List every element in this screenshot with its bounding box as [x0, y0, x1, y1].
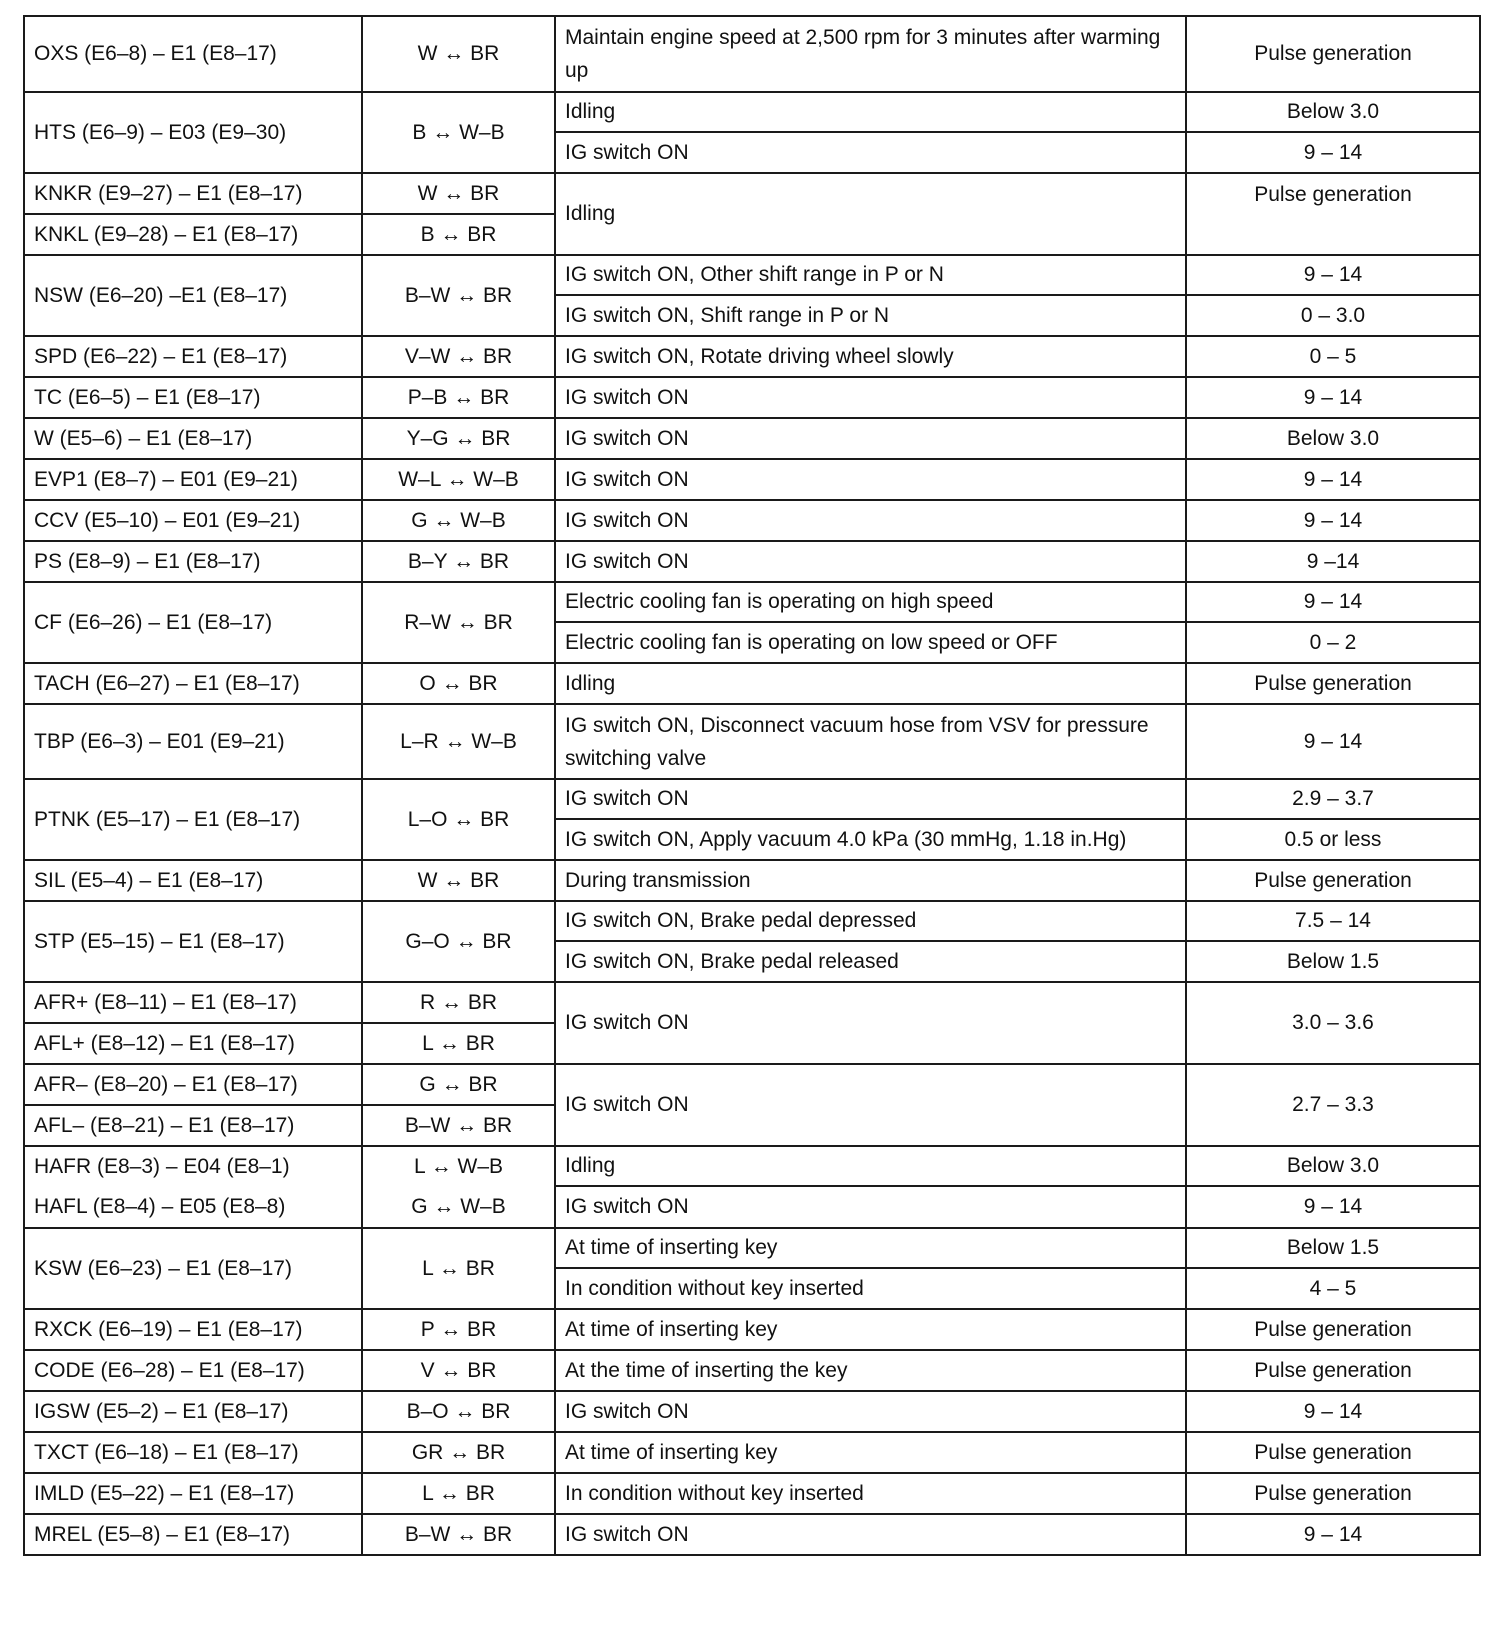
specified-condition-cell: 9 – 14 [1186, 1186, 1480, 1228]
table-row [24, 1309, 1480, 1350]
condition-cell: IG switch ON, Brake pedal released [555, 941, 1186, 982]
table-row [24, 500, 1480, 541]
specified-condition-cell: 0.5 or less [1186, 819, 1480, 860]
wiring-color-line: L ↔ W–B [413, 1155, 504, 1178]
terminal-cell: TXCT (E6–18) – E1 (E8–17) [24, 1432, 362, 1473]
table-row [24, 92, 1480, 132]
table-row [24, 173, 1480, 214]
table-row [24, 901, 1480, 941]
specified-condition-cell: 9 – 14 [1186, 1514, 1480, 1555]
table-row [24, 255, 1480, 295]
wiring-color-cell: G ↔ BR [362, 1064, 555, 1105]
terminal-cell: AFR– (E8–20) – E1 (E8–17) [24, 1064, 362, 1105]
condition-cell: During transmission [555, 860, 1186, 901]
wiring-color-cell: L ↔ BR [362, 1473, 555, 1514]
condition-cell: Idling [555, 92, 1186, 132]
terminal-cell: AFL+ (E8–12) – E1 (E8–17) [24, 1023, 362, 1064]
specified-condition-cell: 4 – 5 [1186, 1268, 1480, 1309]
condition-cell: IG switch ON [555, 418, 1186, 459]
specified-condition-cell: 3.0 – 3.6 [1186, 982, 1480, 1064]
table-row [24, 336, 1480, 377]
condition-cell: Electric cooling fan is operating on high speed [555, 582, 1186, 622]
specified-condition-cell: 0 – 3.0 [1186, 295, 1480, 336]
table-row [24, 779, 1480, 819]
table-row [24, 704, 1480, 779]
terminal-cell: KNKL (E9–28) – E1 (E8–17) [24, 214, 362, 255]
wiring-color-cell: V ↔ BR [362, 1350, 555, 1391]
terminal-cell: CODE (E6–28) – E1 (E8–17) [24, 1350, 362, 1391]
specified-condition-cell: 9 – 14 [1186, 1391, 1480, 1432]
wiring-color-cell: W ↔ BR [362, 173, 555, 214]
terminal-cell: KNKR (E9–27) – E1 (E8–17) [24, 173, 362, 214]
terminal-cell: SPD (E6–22) – E1 (E8–17) [24, 336, 362, 377]
condition-cell: IG switch ON, Apply vacuum 4.0 kPa (30 mmHg, 1.18 in.Hg) [555, 819, 1186, 860]
terminal-cell: PS (E8–9) – E1 (E8–17) [24, 541, 362, 582]
condition-cell: IG switch ON [555, 541, 1186, 582]
condition-cell: Electric cooling fan is operating on low speed or OFF [555, 622, 1186, 663]
terminal-line: HAFR (E8–3) – E04 (E8–1) [34, 1155, 290, 1178]
terminal-cell: CF (E6–26) – E1 (E8–17) [24, 582, 362, 663]
wiring-color-cell: B ↔ W–B [362, 92, 555, 173]
condition-cell: In condition without key inserted [555, 1268, 1186, 1309]
specified-condition-cell: Pulse generation [1186, 1309, 1480, 1350]
wiring-color-cell: G ↔ W–B [362, 500, 555, 541]
condition-cell: IG switch ON, Rotate driving wheel slowly [555, 336, 1186, 377]
condition-cell: IG switch ON [555, 1186, 1186, 1228]
specified-condition-cell: 2.7 – 3.3 [1186, 1064, 1480, 1146]
condition-cell: IG switch ON [555, 1391, 1186, 1432]
condition-cell: IG switch ON [555, 500, 1186, 541]
wiring-color-cell: B–W ↔ BR [362, 1514, 555, 1555]
condition-cell: IG switch ON [555, 132, 1186, 173]
terminal-cell: HTS (E6–9) – E03 (E9–30) [24, 92, 362, 173]
wiring-color-cell: B–Y ↔ BR [362, 541, 555, 582]
wiring-color-cell: L–O ↔ BR [362, 779, 555, 860]
specified-condition-cell: Pulse generation [1186, 860, 1480, 901]
table-row [24, 1350, 1480, 1391]
specified-condition-cell: 9 – 14 [1186, 377, 1480, 418]
terminal-cell: OXS (E6–8) – E1 (E8–17) [24, 16, 362, 92]
wiring-color-cell: W–L ↔ W–B [362, 459, 555, 500]
condition-cell: IG switch ON, Brake pedal depressed [555, 901, 1186, 941]
condition-cell: Idling [555, 173, 1186, 255]
terminal-line: HAFL (E8–4) – E05 (E8–8) [34, 1195, 286, 1218]
condition-cell: IG switch ON [555, 779, 1186, 819]
condition-cell: Maintain engine speed at 2,500 rpm for 3 minutes after warming up [555, 16, 1186, 92]
wiring-color-cell: R ↔ BR [362, 982, 555, 1023]
wiring-color-cell: B–W ↔ BR [362, 255, 555, 336]
specified-condition-cell: 9 – 14 [1186, 255, 1480, 295]
table-row [24, 860, 1480, 901]
terminal-voltage-table [23, 15, 1481, 1556]
wiring-color-cell: V–W ↔ BR [362, 336, 555, 377]
wiring-color-cell: GR ↔ BR [362, 1432, 555, 1473]
wiring-color-cell: W ↔ BR [362, 860, 555, 901]
terminal-cell: RXCK (E6–19) – E1 (E8–17) [24, 1309, 362, 1350]
condition-cell: Idling [555, 663, 1186, 704]
wiring-color-cell: B–W ↔ BR [362, 1105, 555, 1146]
terminal-cell: KSW (E6–23) – E1 (E8–17) [24, 1228, 362, 1309]
condition-cell: IG switch ON [555, 1514, 1186, 1555]
specified-condition-cell: Pulse generation [1186, 1432, 1480, 1473]
wiring-color-cell: R–W ↔ BR [362, 582, 555, 663]
table-row [24, 459, 1480, 500]
table-row [24, 1514, 1480, 1555]
wiring-color-cell: B ↔ BR [362, 214, 555, 255]
terminal-cell: EVP1 (E8–7) – E01 (E9–21) [24, 459, 362, 500]
terminal-cell: NSW (E6–20) –E1 (E8–17) [24, 255, 362, 336]
table-row [24, 582, 1480, 622]
wiring-color-cell: L ↔ BR [362, 1023, 555, 1064]
wiring-color-line: G ↔ W–B [411, 1195, 506, 1218]
specified-condition-cell: Below 3.0 [1186, 1146, 1480, 1186]
condition-cell: IG switch ON, Shift range in P or N [555, 295, 1186, 336]
condition-cell: IG switch ON [555, 982, 1186, 1064]
wiring-color-cell [362, 1146, 555, 1228]
specified-condition-cell: Below 3.0 [1186, 92, 1480, 132]
specified-condition-cell: 9 – 14 [1186, 459, 1480, 500]
table-row [24, 418, 1480, 459]
specified-condition-cell: 0 – 2 [1186, 622, 1480, 663]
condition-cell: IG switch ON [555, 459, 1186, 500]
table-row [24, 1473, 1480, 1514]
specified-condition-cell: Pulse generation [1186, 1350, 1480, 1391]
condition-cell: In condition without key inserted [555, 1473, 1186, 1514]
condition-cell: At the time of inserting the key [555, 1350, 1186, 1391]
condition-cell: IG switch ON, Other shift range in P or N [555, 255, 1186, 295]
specified-condition-cell: 9 – 14 [1186, 582, 1480, 622]
wiring-color-cell: P ↔ BR [362, 1309, 555, 1350]
wiring-color-cell: L–R ↔ W–B [362, 704, 555, 779]
terminal-cell: W (E5–6) – E1 (E8–17) [24, 418, 362, 459]
wiring-color-cell: O ↔ BR [362, 663, 555, 704]
condition-cell: At time of inserting key [555, 1228, 1186, 1268]
table-row [24, 663, 1480, 704]
wiring-color-cell: Y–G ↔ BR [362, 418, 555, 459]
specified-condition-cell: Pulse generation [1186, 663, 1480, 704]
terminal-cell: AFR+ (E8–11) – E1 (E8–17) [24, 982, 362, 1023]
table-row [24, 1064, 1480, 1105]
terminal-cell: TBP (E6–3) – E01 (E9–21) [24, 704, 362, 779]
specified-condition-cell: 9 – 14 [1186, 132, 1480, 173]
condition-cell: IG switch ON [555, 1064, 1186, 1146]
specified-condition-cell: Below 3.0 [1186, 418, 1480, 459]
terminal-cell: PTNK (E5–17) – E1 (E8–17) [24, 779, 362, 860]
condition-cell: Idling [555, 1146, 1186, 1186]
specified-condition-cell: 0 – 5 [1186, 336, 1480, 377]
table-row [24, 1228, 1480, 1268]
condition-cell: At time of inserting key [555, 1309, 1186, 1350]
specified-condition-cell: Below 1.5 [1186, 1228, 1480, 1268]
table-row [24, 1146, 1480, 1186]
table-row [24, 377, 1480, 418]
specified-condition-cell: 9 – 14 [1186, 704, 1480, 779]
terminal-cell: SIL (E5–4) – E1 (E8–17) [24, 860, 362, 901]
terminal-cell: MREL (E5–8) – E1 (E8–17) [24, 1514, 362, 1555]
table-row [24, 16, 1480, 92]
specified-condition-cell: Pulse generation [1186, 173, 1480, 255]
table-row [24, 1432, 1480, 1473]
terminal-cell: TACH (E6–27) – E1 (E8–17) [24, 663, 362, 704]
wiring-color-cell: L ↔ BR [362, 1228, 555, 1309]
specified-condition-cell: Pulse generation [1186, 1473, 1480, 1514]
table-row [24, 541, 1480, 582]
terminal-cell: CCV (E5–10) – E01 (E9–21) [24, 500, 362, 541]
specified-condition-cell: 9 –14 [1186, 541, 1480, 582]
specified-condition-cell: 7.5 – 14 [1186, 901, 1480, 941]
terminal-cell: AFL– (E8–21) – E1 (E8–17) [24, 1105, 362, 1146]
terminal-cell [24, 1146, 362, 1228]
table-row [24, 1391, 1480, 1432]
condition-cell: IG switch ON [555, 377, 1186, 418]
terminal-cell: IMLD (E5–22) – E1 (E8–17) [24, 1473, 362, 1514]
specified-condition-cell: Pulse generation [1186, 16, 1480, 92]
wiring-color-cell: P–B ↔ BR [362, 377, 555, 418]
specified-condition-cell: Below 1.5 [1186, 941, 1480, 982]
condition-cell: At time of inserting key [555, 1432, 1186, 1473]
wiring-color-cell: B–O ↔ BR [362, 1391, 555, 1432]
terminal-cell: STP (E5–15) – E1 (E8–17) [24, 901, 362, 982]
specified-condition-cell: 2.9 – 3.7 [1186, 779, 1480, 819]
specified-condition-cell: 9 – 14 [1186, 500, 1480, 541]
terminal-cell: TC (E6–5) – E1 (E8–17) [24, 377, 362, 418]
wiring-color-cell: W ↔ BR [362, 16, 555, 92]
condition-cell: IG switch ON, Disconnect vacuum hose from VSV for pressure switching valve [555, 704, 1186, 779]
terminal-cell: IGSW (E5–2) – E1 (E8–17) [24, 1391, 362, 1432]
table-row [24, 982, 1480, 1023]
wiring-color-cell: G–O ↔ BR [362, 901, 555, 982]
